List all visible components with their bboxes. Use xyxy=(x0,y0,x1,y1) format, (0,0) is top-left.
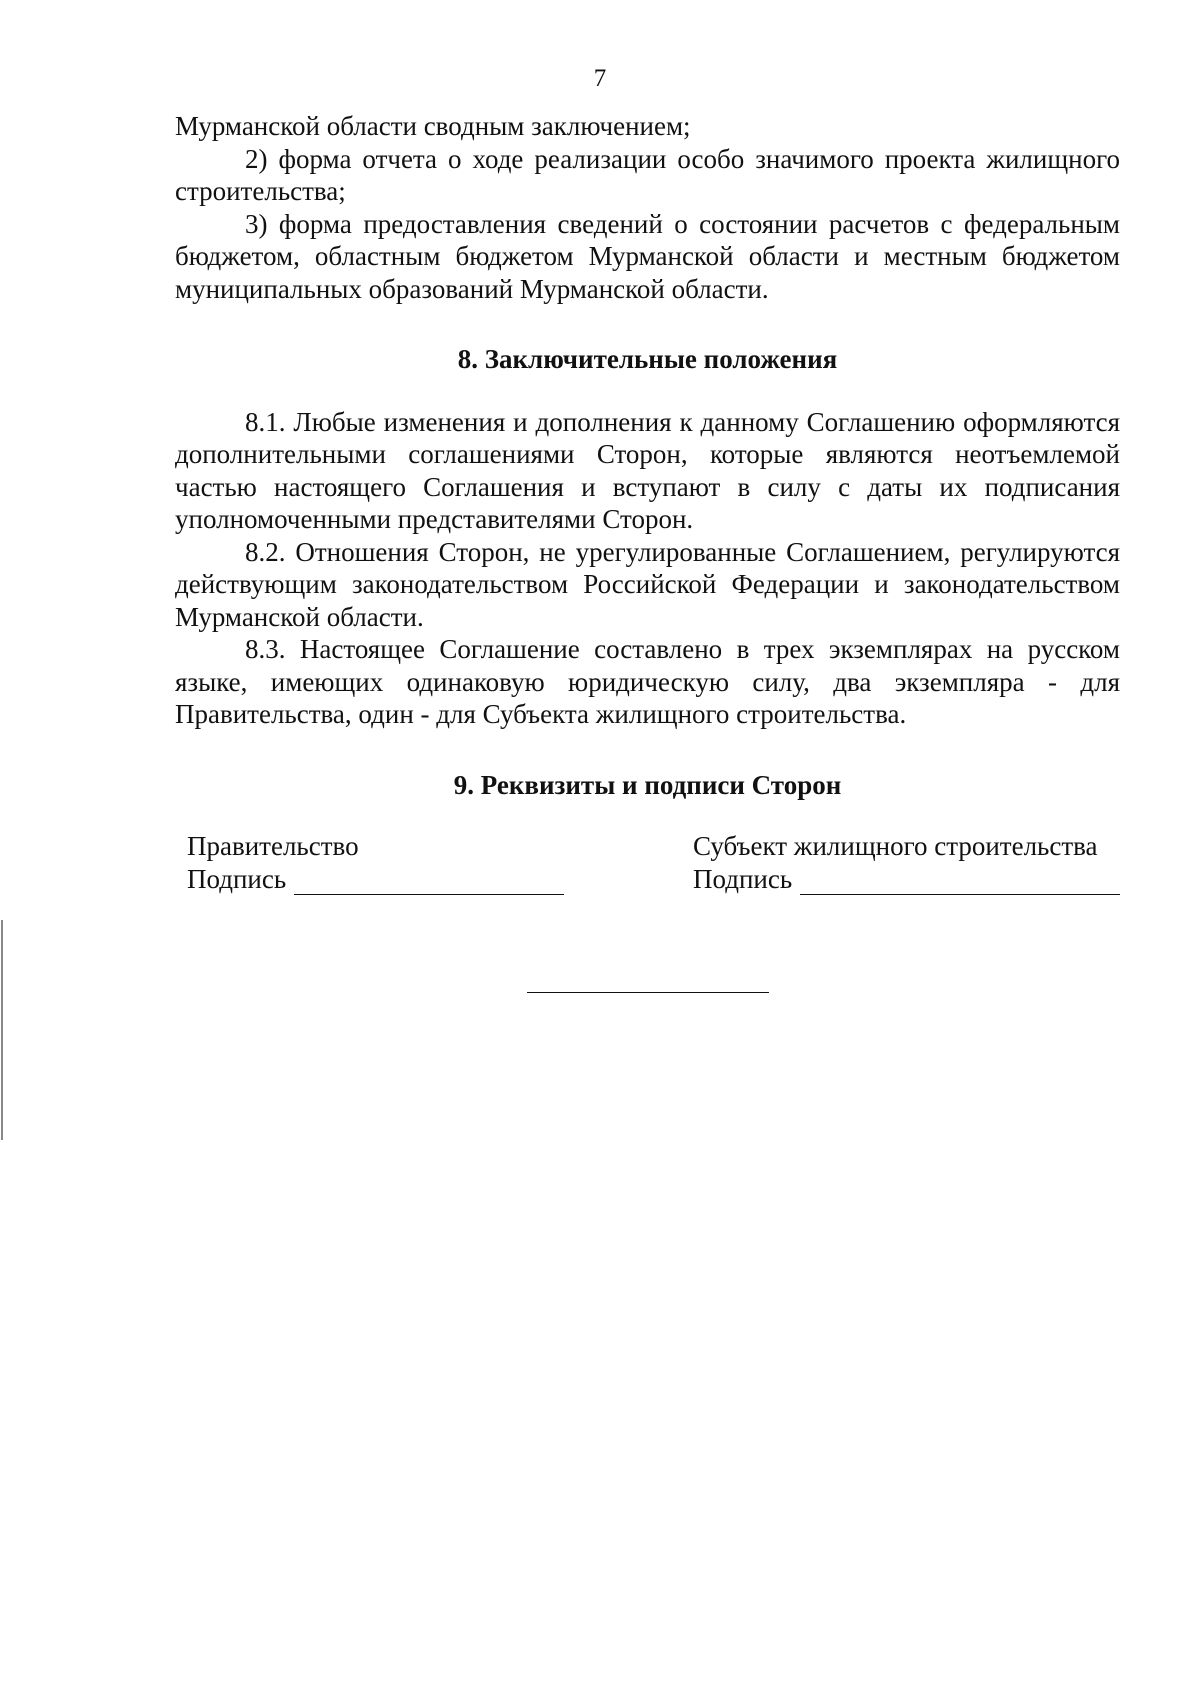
document-body xyxy=(175,110,1120,801)
party-name: Правительство xyxy=(187,831,359,861)
section-9-title: 9. Реквизиты и подписи Сторон xyxy=(453,769,842,800)
page-number: 7 xyxy=(593,65,607,92)
clause-8-1: 8.1. Любые изменения и дополнения к данному Соглашению оформляются дополнительными соглашениями Сторон, которые являются неотъемлемой частью настоящего Соглашения и вступают в силу с даты их подписания уполномоченными представителями Сторон. xyxy=(175,406,1120,534)
signature-row xyxy=(693,863,1120,896)
paragraph-continuation: Мурманской области сводным заключением; xyxy=(175,111,691,141)
clause-8-3: 8.3. Настоящее Соглашение составлено в трех экземплярах на русском языке, имеющих одинаковую юридическую силу, два экземпляра - для Правительства, один - для Субъекта жилищного строительства. xyxy=(175,634,1120,729)
signature-line xyxy=(800,870,1120,895)
party-name: Субъект жилищного строительства xyxy=(693,831,1098,861)
signature-row xyxy=(187,863,564,896)
section-8-title: 8. Заключительные положения xyxy=(457,344,838,374)
signature-block-government xyxy=(187,830,564,895)
signature-line xyxy=(294,870,564,895)
clause-8-2: 8.2. Отношения Сторон, не урегулированные Соглашением, регулируются действующим законодательством Российской Федерации и законодательством Мурманской области. xyxy=(175,536,1120,632)
end-of-document-rule xyxy=(527,992,769,993)
list-item-3: 3) форма предоставления сведений о состоянии расчетов с федеральным бюджетом, областным бюджетом Мурманской области и местным бюджетом муниципальных образований Мурманской области. xyxy=(175,208,1120,304)
signature-label: Подпись xyxy=(693,863,793,894)
signature-label: Подпись xyxy=(187,863,287,894)
list-item-2: 2) форма отчета о ходе реализации особо значимого проекта жилищного строительства; xyxy=(175,143,1120,206)
scan-edge-mark xyxy=(1,920,3,1140)
signature-block-developer xyxy=(693,830,1120,895)
